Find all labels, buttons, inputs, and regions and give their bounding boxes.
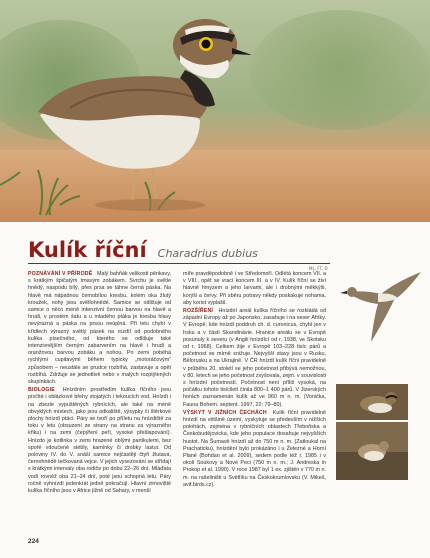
photo-credit: ML, FT, D xyxy=(309,266,328,271)
hero-photo xyxy=(0,0,430,222)
sidebar-photo-juvenile xyxy=(336,422,408,480)
page-number: 224 xyxy=(28,538,39,545)
text-column-right xyxy=(183,271,326,490)
paragraph-text: Hnízdním prostředím kulíka říčního jsou písčité i oblázkové břehy stojatých i tekoucích vod. Hnízdí i na zbezle vypuštěných rybnících, ale také na méně obvyklých místech, jako jsou odkaliště, výsypky či štěrkové plochy hnízdí ptáci. Páry se tvoří po příletu na hnízdiště za toku v letu (obsuzení ze strany na stranu za výrazného křiku) i na zemi (čepýření peří, vysoké přešlapování). Hnízdo je kotlinka v zemi hrazené oblými partikulemi, bez spořé vdoučené stébly, kamínky či drobky lastur. Od poloviny IV. do V. snáší samice nejčastěji čtyři žlutavá, černohnědě tečkovaná vejce. V jejich vysezování se střídají s krátkými intervaly oba rodiče po dobu 22–26 dní. Mláďata vodí rovněž oba 21–24 dní, poté jsou schopná letu. Páry ročně vyhnízdí jedenkrát jedně pokračují. Hlavní zimoviště kulíka říčního jsou v Africe jižně od Sahary, v menší xyxy=(28,387,171,495)
species-czech-name: Kulík říční xyxy=(28,238,147,262)
paragraph-text: míře pravděpodobně i ve Středomoří. Odlétá koncem VII. a v VIII., opět se vrací koncem III. a v IV. Kulík říční se živí hlavně hmyzem a jeho larvami, ale i drobnými měkkýši, korýši a červy. Při sběru potravy někdy poskakuje nohama, aby korist vyplašil. xyxy=(183,271,326,306)
section-heading: VÝSKYT V JIŽNÍCH ČECHÁCH xyxy=(183,409,267,416)
species-heading xyxy=(28,238,258,262)
section-heading: BIOLOGIE xyxy=(28,387,55,394)
sidebar-flight-image xyxy=(336,262,428,350)
paragraph-text: Malý bahňák velikosti pěnkavy, s krátkým špičatým tmavým zobákem. Svrchu je světle hnědý, naspodu bílý, přes prsa se táhne černá páska. Na hlavě má nápadnou černobílou kresbu, kolem oka žlutý kroužek, nohy jsou světlohnědé. Samice se odlišuje od samce o něco méně intenzivní černou barvou na hlavě a hrudi, v prostém šatu a u mladého ptáka je kresba hlavy nevýrazná a páska na prsou neúplná. Při letu chybí v křídlech výrazný světlý pásek na rozdíl od podobného kulíka písečného, od kterého se odlišuje také intenzivnějším černým zabarvením na hlavě i hrudi a oranžovou barvou zobáku a nohou. Po zemi poběhá rychlými cupitavými během typicky „motoráčovým“ způsobem – neustále se prudce rozbíhá, zastavuje a opět rozbíhá. Zdržuje se jednotlivě nebo v malých rozptýlených skupinkách. xyxy=(28,271,172,386)
species-latin-name: Charadrius dubius xyxy=(157,247,258,260)
paragraph-text: Hnízdní areál kulíka říčního se rozkládá od západní Evropy až po Japonsko, zasahuje i na sever Afriky. V Evropě, kde hnízdí poddruh ch. d. curonicus, chybí jen v Irsku a v části Skandinávie. Hranice areálu se v Evropě posunuly k severu (v Anglii hnízdící od r. 1938, ve Skotsku od r. 1968). Celkem žije v Evropě 103–228 tisíc párů a početnost se mírně snižuje. Nejvyšší stavy jsou v Rusku, Bělorusku a na Ukrajině. V ČR hnízdí kulík říční pravidelně v průběhu 20. století se jeho početnost přibývá nemožnou, v 80. letech se jeho početnost zvyšovala, zejm. v souvislosti s hnízdní početností. Početnost není příliš vysoká, na počátku tohoto tisíciletí činila 800–1 400 párů. V Jizerských horách zaznamenán kulík až ve 960 m n. m. (Vonička, Fauna Bohem. septent. 1997, 22: 79–80). xyxy=(183,308,327,408)
paragraph-south-bohemia xyxy=(183,410,326,489)
flying-plover-icon xyxy=(336,262,428,350)
plover-illustration xyxy=(0,0,430,222)
paragraph-continued xyxy=(183,271,326,307)
heading-rule xyxy=(28,263,330,264)
paragraph-identification xyxy=(28,271,171,386)
paragraph-text: Kulík říční pravidelně hnízdí na většině území, vyskytuje se především v nížších polohách, zejména v rybničních oblastech Třeboňska a Českobudějovicka, kde jeho populace dosahuje nejvyšších hustot. Na Šumavě hnízdí až do 750 m n. m. (Zatloukal na Prachaticku), hnízdění bylo prokázáno i u Železné a Horní Plané (Bohdan et al. 2009), sedem podle též r. 1985 i v okolí Soukovy a Nové Peci (750 m n. m.; J. Andreska in Prokop et al. 1990). V roce 1987 byl 1 ex. zjištěn v 770 m n. m. na rašeliništi u Světlíku na Českokrumlovsku (V. Mikeš, avif.birds.cz). xyxy=(183,409,327,488)
sidebar-photo-adult xyxy=(336,384,408,420)
paragraph-biology xyxy=(28,387,171,495)
text-column-left xyxy=(28,271,171,496)
section-heading: ROZŠÍŘENÍ xyxy=(183,308,214,315)
section-heading: POZNÁVÁNÍ V PŘÍRODĚ xyxy=(28,271,93,277)
paragraph-distribution xyxy=(183,308,326,409)
